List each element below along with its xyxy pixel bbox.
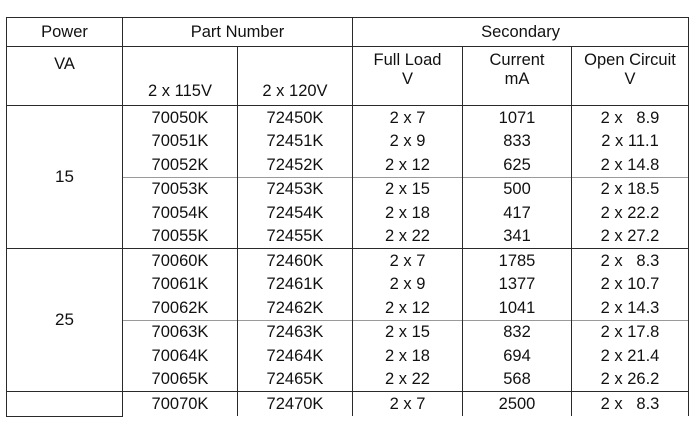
- part-120v: 72463K: [238, 320, 353, 344]
- power-value: 25: [7, 249, 123, 392]
- open-circuit-label: Open Circuit: [584, 51, 676, 69]
- current: 341: [463, 225, 572, 249]
- open-circuit: 2 x 22.2: [572, 201, 689, 225]
- full-load: 2 x 18: [353, 344, 463, 368]
- open-circuit: 2 x 21.4: [572, 344, 689, 368]
- power-value: 15: [7, 106, 123, 249]
- full-load-unit: V: [401, 70, 413, 88]
- current: 833: [463, 130, 572, 154]
- current: 1041: [463, 296, 572, 320]
- open-circuit-header: [572, 47, 689, 106]
- part-115v: 70053K: [123, 177, 238, 201]
- current: 1377: [463, 273, 572, 297]
- open-circuit: 2 x 14.8: [572, 153, 689, 177]
- open-circuit: 2 x 10.7: [572, 273, 689, 297]
- open-circuit: 2 x 27.2: [572, 225, 689, 249]
- full-load: 2 x 12: [353, 153, 463, 177]
- power-header: Power: [7, 18, 123, 47]
- part-115v: 70070K: [123, 392, 238, 417]
- part-120v: 72455K: [238, 225, 353, 249]
- full-load: 2 x 7: [353, 249, 463, 273]
- current-label: Current: [489, 51, 545, 69]
- current: 568: [463, 368, 572, 392]
- part-120v: 72451K: [238, 130, 353, 154]
- current: 625: [463, 153, 572, 177]
- open-circuit: 2 x 8.3: [572, 392, 689, 417]
- full-load-header: [353, 47, 463, 106]
- secondary-header: Secondary: [353, 18, 689, 47]
- open-circuit: 2 x 18.5: [572, 177, 689, 201]
- current: 1785: [463, 249, 572, 273]
- part-115v: 70060K: [123, 249, 238, 273]
- full-load: 2 x 9: [353, 130, 463, 154]
- part-number-header: Part Number: [123, 18, 353, 47]
- full-load: 2 x 22: [353, 368, 463, 392]
- part-120v: 72460K: [238, 249, 353, 273]
- current-header: [463, 47, 572, 106]
- open-circuit: 2 x 14.3: [572, 296, 689, 320]
- full-load: 2 x 15: [353, 320, 463, 344]
- full-load: 2 x 9: [353, 273, 463, 297]
- current: 694: [463, 344, 572, 368]
- table-row: [7, 392, 689, 417]
- part-115v: 70052K: [123, 153, 238, 177]
- va-header: VA: [7, 47, 123, 106]
- full-load: 2 x 22: [353, 225, 463, 249]
- part-115v: 70050K: [123, 106, 238, 130]
- part-120v: 72452K: [238, 153, 353, 177]
- open-circuit: 2 x 8.3: [572, 249, 689, 273]
- full-load: 2 x 15: [353, 177, 463, 201]
- part-120v: 72461K: [238, 273, 353, 297]
- current: 500: [463, 177, 572, 201]
- open-circuit: 2 x 11.1: [572, 130, 689, 154]
- part-115v: 70054K: [123, 201, 238, 225]
- col-120v-header: 2 x 120V: [238, 47, 353, 106]
- open-circuit: 2 x 17.8: [572, 320, 689, 344]
- part-115v: 70064K: [123, 344, 238, 368]
- full-load: 2 x 18: [353, 201, 463, 225]
- full-load: 2 x 7: [353, 392, 463, 417]
- current: 2500: [463, 392, 572, 417]
- full-load-label: Full Load: [373, 51, 442, 69]
- part-120v: 72450K: [238, 106, 353, 130]
- current: 1071: [463, 106, 572, 130]
- part-115v: 70061K: [123, 273, 238, 297]
- header-row-1: [7, 18, 689, 47]
- part-120v: 72470K: [238, 392, 353, 417]
- open-circuit-unit: V: [624, 70, 636, 88]
- part-120v: 72462K: [238, 296, 353, 320]
- current: 832: [463, 320, 572, 344]
- open-circuit: 2 x 8.9: [572, 106, 689, 130]
- full-load: 2 x 7: [353, 106, 463, 130]
- table-row: [7, 106, 689, 130]
- part-120v: 72454K: [238, 201, 353, 225]
- header-row-2: [7, 47, 689, 106]
- col-115v-header: 2 x 115V: [123, 47, 238, 106]
- power-value: [7, 392, 123, 417]
- table-body: [7, 106, 689, 417]
- part-115v: 70055K: [123, 225, 238, 249]
- current: 417: [463, 201, 572, 225]
- part-120v: 72464K: [238, 344, 353, 368]
- part-120v: 72465K: [238, 368, 353, 392]
- part-115v: 70065K: [123, 368, 238, 392]
- part-120v: 72453K: [238, 177, 353, 201]
- table-row: [7, 249, 689, 273]
- part-115v: 70051K: [123, 130, 238, 154]
- current-unit: mA: [504, 70, 530, 88]
- transformer-spec-table: [6, 17, 689, 417]
- part-115v: 70062K: [123, 296, 238, 320]
- full-load: 2 x 12: [353, 296, 463, 320]
- part-115v: 70063K: [123, 320, 238, 344]
- open-circuit: 2 x 26.2: [572, 368, 689, 392]
